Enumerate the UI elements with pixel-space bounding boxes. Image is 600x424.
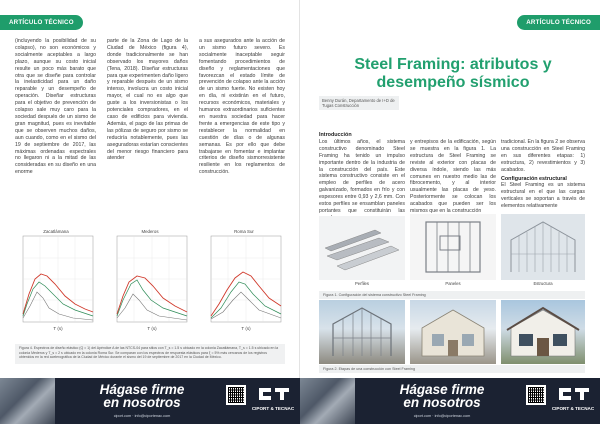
figure-label: Estructura <box>533 281 553 286</box>
right-page <box>300 0 600 424</box>
advertisement-banner[interactable] <box>0 378 300 424</box>
spectra-charts <box>15 229 285 339</box>
image-profiles <box>319 216 405 280</box>
company-logo-icon <box>253 384 293 404</box>
chart-plot <box>203 234 285 334</box>
chart-xlabel: T (s) <box>53 326 63 331</box>
paragraph: El Steel Framing es un sistema estructural en el que las cargas verticales se soportan a través de elementos relativamente <box>501 182 585 210</box>
chart-title: Mederos <box>141 229 159 234</box>
paragraph: Los últimos años, el sistema constructivo denominado Steel Framing ha tenido un impulso importante dentro de la industria de la construcción del país. Este sistema constructivo consiste en el empleo de perfiles de acero galvanizado, formados en frío y con espesores entre 0,93 y 2,6 mm. Con estos perfiles se ensamblan paneles portantes que constituirán las <box>319 138 405 214</box>
paragraph: tradicional. En la figura 2 se observa una construcción en Steel Framing en sus diferentes etapas: 1) estructura, 2) revestimientos y 3) acabados. <box>501 139 585 173</box>
image-stage-structure <box>319 300 405 364</box>
chart-title: Roma Sur <box>234 229 254 234</box>
text-column-1: (incluyendo la posibilidad de su colapso), no son económicos y socialmente aceptables a largo plazo, aunque su costo inicial resulte un poco más barato que otra que se diseñe para controlar la inelasticidad para un daño reparable y un desempeño de operación. Diseñar estructuras para el objetivo de prevención de colapso sale muy caro para la sociedad después de un sismo de gran magnitud, pues es inevitable que se observen muchos daños, aun cuando, como en el sismo del 19 de septiembre de 2017, las máximas ordenadas espectrales no llegaron ni a la mitad de las consideradas en su diseño en una enorme <box>15 38 96 176</box>
figure-label: Paneles <box>445 281 461 286</box>
ad-headline <box>62 383 222 409</box>
company-logo-icon <box>553 384 593 404</box>
text-column-3: a sus asegurados ante la acción de un sismo futuro severo. Es socialmente inaceptable seguir fomentando procedimientos de diseño y reglamentaciones que favorezcan el estado límite de prevención de colapso ante la acción de un sismo fuerte. No existen hoy en día, ni existirán en el futuro, recursos económicos, materiales y humanos extraordinarios suficientes en nuestra sociedad para hacer frente a emergencias de este tipo y restablecer la normalidad en cuestión de días o de algunas semanas. Es por ello que debe trabajarse en fomentar e implantar criterios de diseño sismorresistente resiliente en los reglamentos de construcción. <box>199 38 285 176</box>
ad-headline <box>362 383 522 409</box>
qr-code-icon[interactable] <box>226 385 246 405</box>
ad-headline-line-1: Hágase firme <box>99 382 185 397</box>
chart-xlabel: T (s) <box>241 326 251 331</box>
figure-caption: Figura 4. Espectros de diseño elástico (Q = 1) del Apéndice A de las NTCS-04 para sitios con T_s = 1.5 s ubicado en la colonia Zacatlámana, T_s = 1.5 s ubicado en la colonia Mederos y T_s = 2 s ubicado en la colonia Roma Sur. Se comparan con los espectros de respuesta elásticos para ξ = 5% más cercanos de los registros obtenidos en la red acelerográfica de la Ciudad de México durante el sismo del 19 de septiembre de 2017 en la Ciudad de México. <box>15 344 285 364</box>
section-tag: ARTÍCULO TÉCNICO <box>517 15 600 30</box>
text-column-1 <box>319 132 405 214</box>
image-stage-cladding <box>410 300 496 364</box>
chart-plot <box>109 234 191 334</box>
ad-headline-line-1: Hágase firme <box>399 382 485 397</box>
ad-photo <box>0 378 55 424</box>
qr-code-icon[interactable] <box>526 385 546 405</box>
company-logo-text: CIPORT & TECNAC <box>551 406 595 411</box>
advertisement-banner[interactable] <box>300 378 600 424</box>
section-heading: Introducción <box>319 132 352 138</box>
chart-xlabel: T (s) <box>147 326 157 331</box>
ad-photo <box>300 378 355 424</box>
company-logo-text: CIPORT & TECNAC <box>251 406 295 411</box>
chart-mederos <box>109 229 191 339</box>
chart-roma-sur <box>203 229 285 339</box>
ad-headline-line-2: en nosotros <box>403 395 481 410</box>
text-column-2: parte de la Zona de Lago de la Ciudad de México (figura 4), donde tradicionalmente se han observado los mayores daños (Tena, 2018). Diseñar estructuras para que experimenten daño ligero y reparable después de un sismo intenso, involucra un costo inicial mayor, el cual no es algo que guste a los inversionistas o los potenciales compradores, en el caso de edificios para vivienda. Además, el pago de las primas de las pólizas de seguro por sismo se reduciría notablemente, pues las aseguradoras estarían conscientes del menor riesgo financiero para atender <box>107 38 188 162</box>
text-column-3 <box>501 139 585 210</box>
author-box: Benny Durán, Departamento de I+D de Tugas Construcción <box>319 96 399 110</box>
image-panels <box>410 214 496 280</box>
chart-zacatlamana <box>15 229 97 339</box>
text-column-2: y entrepisos de la edificación, según se muestra en la figura 1. La estructura de Steel Framing se reviste al exterior con placas de diversa índole, siendo las más comunes en nuestro medio las de fibrocemento, y al interior usualmente las placas de yeso. Posteriormente se colocan los acabados que pueden ser los mismos que en la construcción <box>410 139 496 215</box>
figure-caption: Figura 1. Configuración del sistema constructivo Steel Framing <box>319 291 585 299</box>
ad-headline-line-2: en nosotros <box>103 395 181 410</box>
ad-contact[interactable]: ciport.com · info@ciportenac.com <box>113 414 171 418</box>
ad-contact[interactable]: ciport.com · info@ciportenac.com <box>413 414 471 418</box>
chart-plot <box>15 234 97 334</box>
chart-title: Zacatlámana <box>43 229 69 234</box>
image-structure <box>501 214 585 280</box>
image-stage-finishes <box>501 300 585 364</box>
figure-caption: Figura 2. Etapas de una construcción con Steel Framing <box>319 365 585 373</box>
figure-label: Perfiles <box>355 281 369 286</box>
section-tag: ARTÍCULO TÉCNICO <box>0 15 83 30</box>
section-heading: Configuración estructural <box>501 175 567 182</box>
article-title: Steel Framing: atributos y desempeño sísmico <box>354 56 552 91</box>
